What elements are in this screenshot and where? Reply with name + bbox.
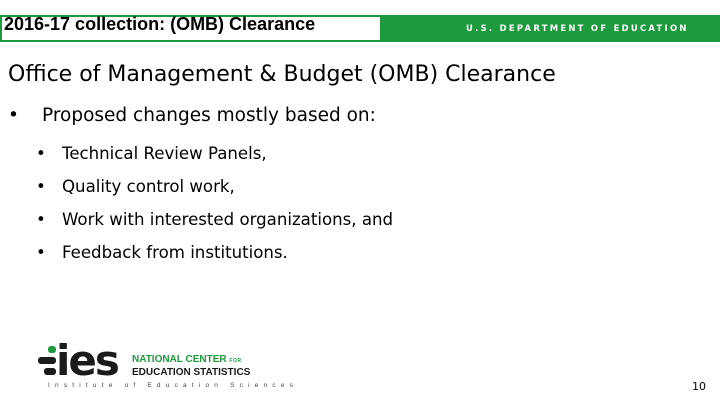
bullet-icon: • xyxy=(36,210,46,229)
list-item-text: Feedback from institutions. xyxy=(62,243,288,262)
bullet-icon: • xyxy=(8,105,19,126)
bullet-icon: • xyxy=(36,144,46,163)
nces-for: FOR xyxy=(229,358,242,364)
header-tab-title: 2016-17 collection: (OMB) Clearance xyxy=(4,14,316,34)
level1-text: Proposed changes mostly based on: xyxy=(42,105,376,126)
nces-wordmark xyxy=(132,354,282,378)
department-label: U.S. DEPARTMENT OF EDUCATION xyxy=(466,23,689,33)
list-item-text: Quality control work, xyxy=(62,177,235,196)
page-number: 10 xyxy=(692,380,706,393)
slide-title: Office of Management & Budget (OMB) Clearance xyxy=(8,62,556,87)
list-item-text: Technical Review Panels, xyxy=(62,144,267,163)
list-item xyxy=(36,243,393,276)
list-item-text: Work with interested organizations, and xyxy=(62,210,394,229)
ies-nces-logo xyxy=(36,334,299,394)
bullet-icon: • xyxy=(36,177,46,196)
list-item xyxy=(36,177,393,210)
nces-line1: NATIONAL CENTER xyxy=(132,354,227,365)
list-item xyxy=(36,144,393,177)
ies-wordmark: ies xyxy=(56,336,118,385)
sub-bullet-list xyxy=(36,144,393,276)
level1-bullet xyxy=(8,105,376,126)
list-item xyxy=(36,210,393,243)
ies-subtitle: Institute of Education Sciences xyxy=(48,382,299,389)
bullet-icon: • xyxy=(36,243,46,262)
nces-line2: EDUCATION STATISTICS xyxy=(132,367,251,378)
